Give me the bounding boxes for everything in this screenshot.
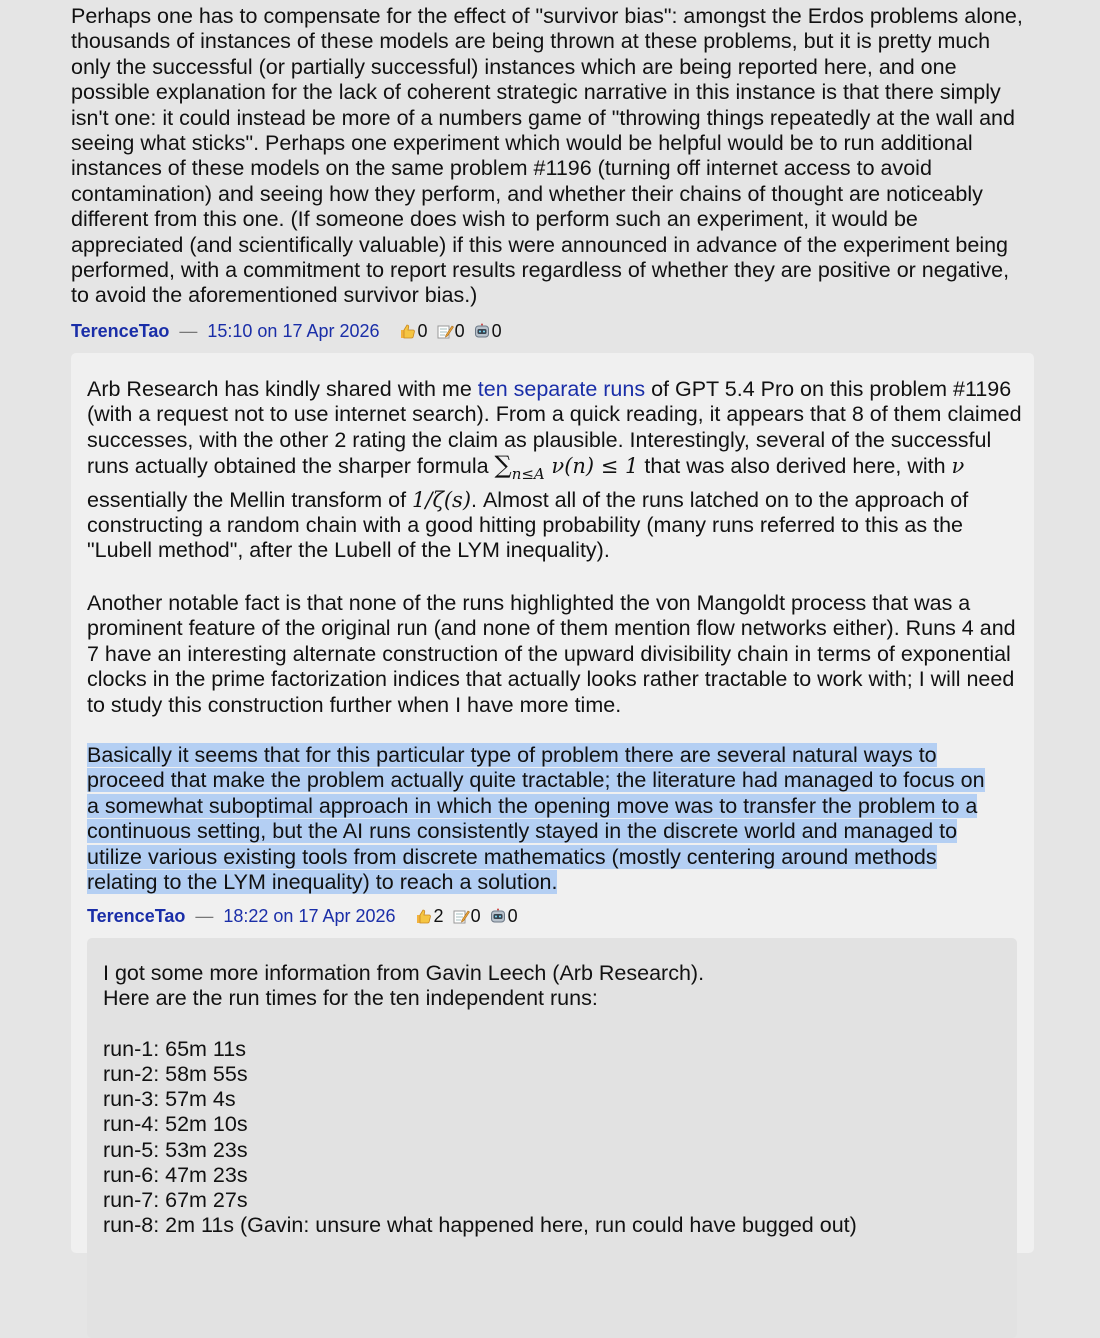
math-sum-formula: $\sum_{n\le A}$ ν(n) ≤ 1 (494, 451, 639, 484)
reply-box (71, 353, 1034, 1253)
reaction-robot[interactable]: 0 (473, 321, 502, 341)
memo-icon (452, 908, 470, 924)
memo-icon (436, 323, 454, 339)
reaction-memo[interactable]: 0 (436, 321, 465, 341)
robot-icon (473, 323, 491, 339)
nested-reply-box (87, 938, 1017, 1338)
reply-paragraph-2: Another notable fact is that none of the runs highlighted the von Mangoldt process that was a prominent feature of the original run (and none of them mention flow networks either). Runs 4 and 7 have an interesting alternate construction of the upward divisibility chain in terms of exponential clocks in the prime factorization indices that actually looks rather tractable to work with; I will need to study this construction further when I have more time. (87, 591, 1016, 717)
reaction-thumbs-up[interactable]: 2 (415, 906, 444, 926)
separator: — (195, 906, 214, 926)
run-time-item: run-8: 2m 11s (Gavin: unsure what happened here, run could have bugged out) (103, 1213, 857, 1237)
run-time-item: run-2: 58m 55s (103, 1062, 248, 1086)
author-link[interactable]: TerenceTao (87, 906, 186, 926)
reply-paragraph-3-highlighted: Basically it seems that for this particular type of problem there are several natural ways to proceed that make the problem actually quite tractable; the literature had managed to focus on a somewhat suboptimal approach in which the opening move was to transfer the problem to a continuous setting, but the AI runs consistently stayed in the discrete world and managed to utilize various existing tools from discrete mathematics (mostly centering around methods relating to the LYM inequality) to reach a solution. (87, 743, 985, 895)
thumbs-up-icon (399, 323, 417, 339)
robot-icon (489, 908, 507, 924)
reaction-robot[interactable]: 0 (489, 906, 518, 926)
run-time-item: run-7: 67m 27s (103, 1188, 248, 1212)
timestamp-link[interactable]: 18:22 on 17 Apr 2026 (223, 906, 396, 926)
author-link[interactable]: TerenceTao (71, 321, 170, 341)
run-time-item: run-1: 65m 11s (103, 1037, 247, 1061)
reply-line: I got some more information from Gavin Leech (Arb Research). (103, 961, 705, 985)
math-zeta: 1/ζ(s) (412, 487, 472, 512)
ten-runs-link[interactable]: ten separate runs (477, 377, 646, 401)
separator: — (179, 321, 198, 341)
thumbs-up-icon (415, 908, 433, 924)
run-time-item: run-6: 47m 23s (103, 1163, 248, 1187)
timestamp-link[interactable]: 15:10 on 17 Apr 2026 (207, 321, 380, 341)
math-nu: ν (951, 454, 965, 479)
comment-body: Perhaps one has to compensate for the effect of "survivor bias": amongst the Erdos problems alone, thousands of instances of these models are being thrown at these problems, but it is pretty much only the successful (or partially successful) instances which are being reported here, and one possible explanation for the lack of coherent strategic narrative in this instance is that there simply isn't one: it could instead be more of a numbers game of "throwing things repeatedly at the wall and seeing what sticks". Perhaps one experiment which would be helpful would be to run additional instances of these models on the same problem #1196 (turning off internet access to avoid contamination) and seeing how they perform, and whether their chains of thought are noticeably different from this one. (If someone does wish to perform such an experiment, it would be appreciated (and scientifically valuable) if this were announced in advance of the experiment being performed, with a commitment to report results regardless of whether they are positive or negative, to avoid the aforementioned survivor bias.) (71, 4, 1023, 308)
reply-line: Here are the run times for the ten independent runs: (103, 986, 598, 1010)
comment-meta (71, 320, 502, 342)
run-time-item: run-3: 57m 4s (103, 1087, 236, 1111)
run-time-item: run-4: 52m 10s (103, 1112, 248, 1136)
run-time-item: run-5: 53m 23s (103, 1138, 248, 1162)
reply-meta (87, 905, 518, 927)
reply-paragraph-1: Arb Research has kindly shared with me ten separate runs of GPT 5.4 Pro on this problem #1196 (with a request not to use internet search). From a quick reading, it appears that 8 of them claimed successes, with the other 2 rating the claim as plausible. Interestingly, several of the successful runs actually obtained the sharper formula $\sum_{n\le A}$ ν(n) ≤ 1 that was also derived here, with ν essentially the Mellin transform of 1/ζ(s). Almost all of the runs latched on to the approach of constructing a random chain with a good hitting probability (many runs referred to this as the "Lubell method", after the Lubell of the LYM inequality). (87, 377, 1022, 563)
reaction-thumbs-up[interactable]: 0 (399, 321, 428, 341)
reaction-memo[interactable]: 0 (452, 906, 481, 926)
